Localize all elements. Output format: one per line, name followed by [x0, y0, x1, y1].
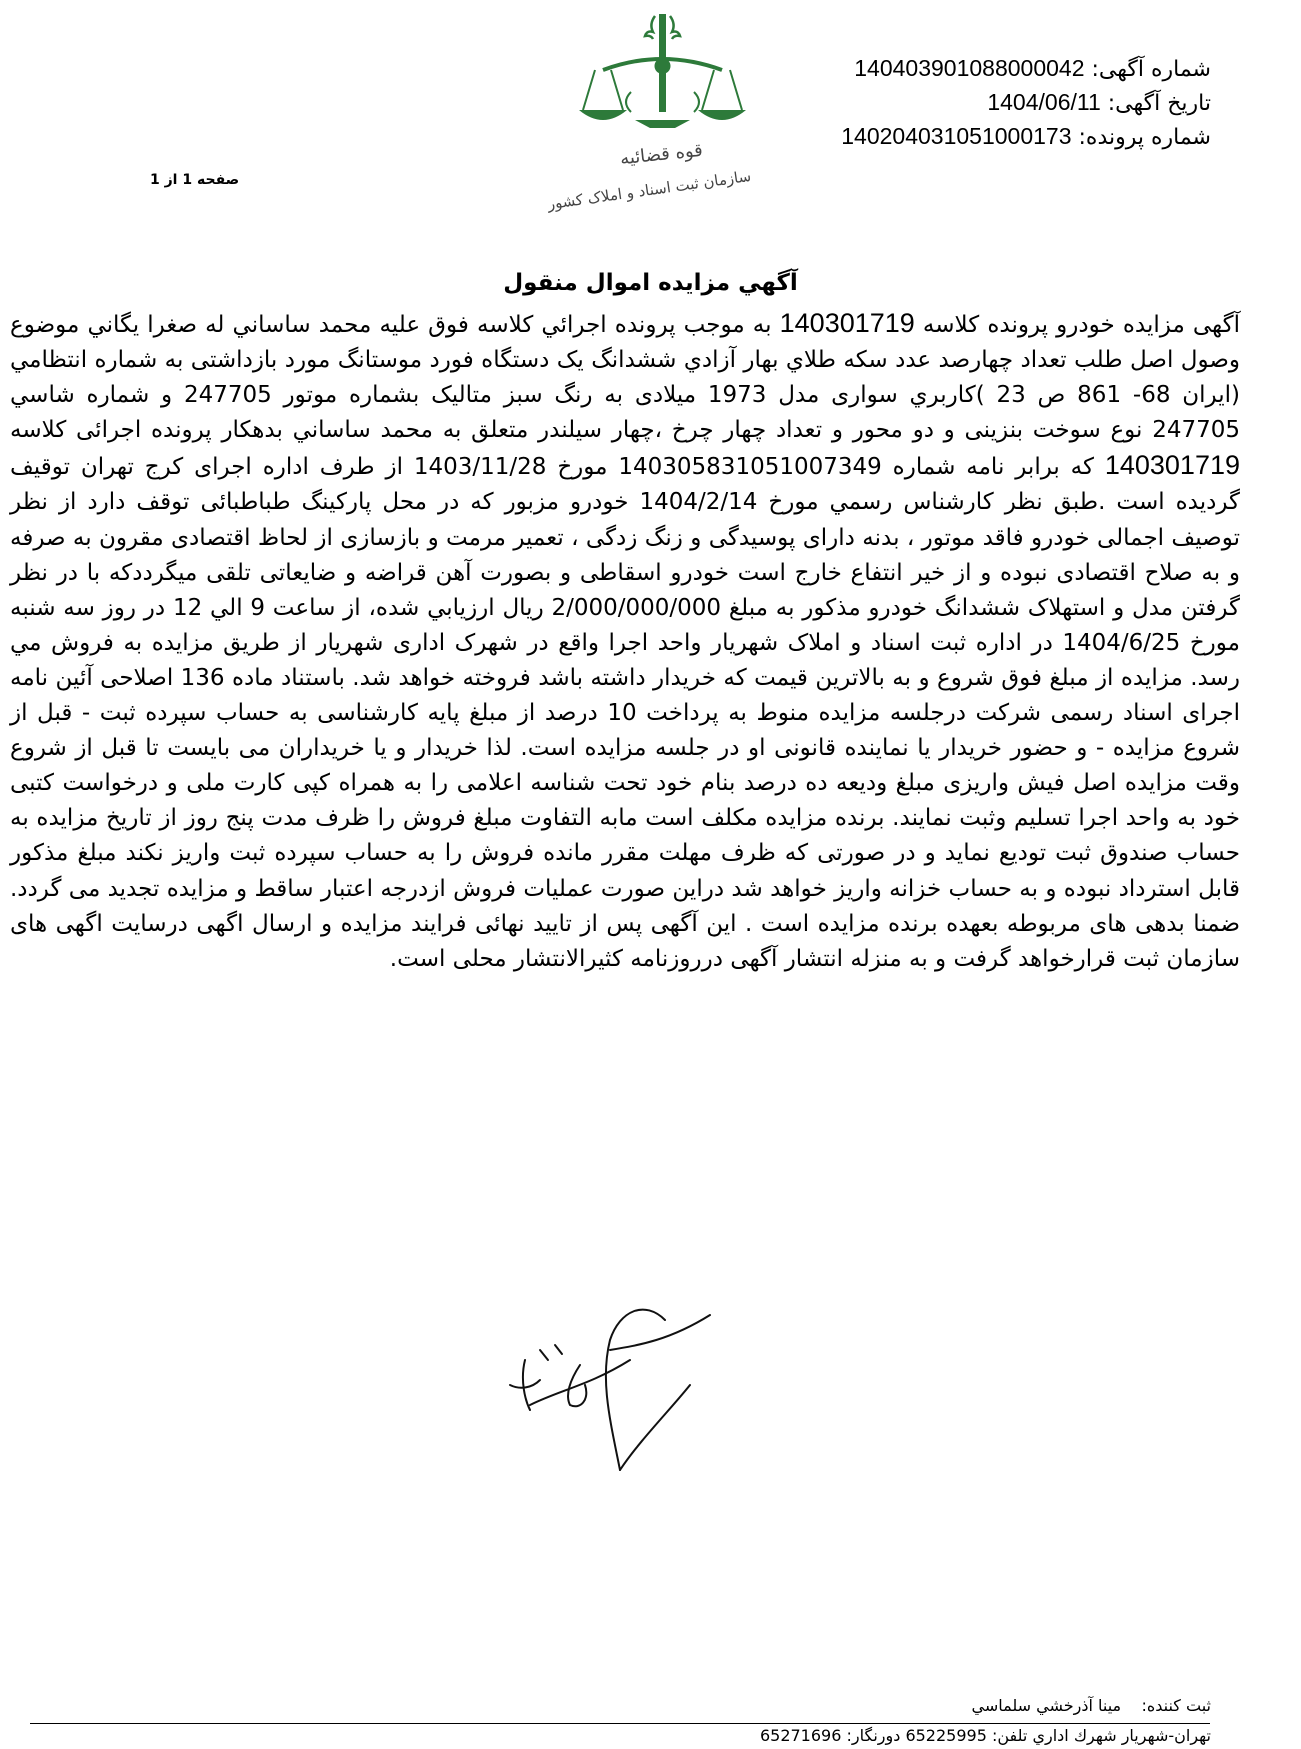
page-info: صفحه 1 از 1	[150, 172, 240, 188]
notice-number-label: شماره آگهی:	[1091, 57, 1211, 82]
registrar-line	[971, 1696, 1211, 1715]
case-number-row	[841, 120, 1211, 154]
emblem-caption-2: سازمان ثبت اسناد و املاک کشور	[546, 166, 753, 214]
address: تهران-شهريار شهرك اداري تلفن:	[991, 1726, 1211, 1745]
body-details: به موجب پرونده اجرائي كلاسه فوق عليه محمد ساساني له صغرا يگاني موضوع وصول اصل طلب تعداد چهارصد عدد سكه طلاي بهار آزادي ششدانگ یک دستگاه فورد موستانگ مورد بازداشتی به شماره انتظامي (ايران 68- 861 ص 23 )كاربري سواری مدل 1973 میلادی به رنگ سبز متالیک بشماره موتور 247705 و شماره شاسي 247705 نوع سوخت بنزینی و دو محور و تعداد چهار چرخ ،چهار سیلندر متعلق به محمد ساساني بدهكار پرونده اجرائی كلاسه	[10, 312, 1240, 444]
fax-label: دورنگار:	[846, 1726, 901, 1745]
notice-body	[10, 306, 1240, 977]
signature-text: آذرخش	[470, 1290, 474, 1291]
fax: 65271696	[759, 1726, 842, 1745]
address-line	[760, 1726, 1211, 1745]
notice-date-row	[841, 86, 1211, 120]
notice-number-row	[841, 52, 1211, 86]
registrar-name: مینا آذرخشي سلماسي	[971, 1696, 1122, 1715]
footer-divider	[30, 1723, 1210, 1724]
case-class-number: 140301719	[779, 308, 915, 338]
handwritten-signature	[470, 1290, 730, 1490]
notice-title: آگهي مزايده اموال منقول	[503, 270, 798, 296]
judiciary-emblem	[546, 10, 753, 220]
body-terms: که برابر نامه شماره 140305831051007349 مورخ 1403/11/28 از طرف اداره اجرای کرج تهران توقیف گردیده است .طبق نظر كارشناس رسمي مورخ 1404/2/14 خودرو مزبور که در محل پارکینگ طباطبائی توقف دارد از نظر توصیف اجمالی خودرو فاقد موتور ، بدنه دارای پوسیدگی و زنگ زدگی ، تعمیر مرمت و بازسازی از لحاظ اقتصادی مقرون به صرفه و به صلاح اقتصادی نبوده و از خیر انتفاع خارج است خودرو اسقاطی و بصورت آهن قراضه و ضایعاتی تلقی میگرددكه با در نظر گرفتن مدل و استهلاک ششدانگ خودرو مذكور به مبلغ 2/000/000/000 ريال ارزيابي شده، از ساعت 9 الي 12 در روز سه شنبه مورخ 1404/6/25 در اداره ثبت اسناد و املاک شهریار واحد اجرا واقع در شهرک اداری شهریار از طريق مزايده به فروش مي رسد. مزايده از مبلغ فوق شروع و به بالاترين قيمت كه خريدار داشته باشد فروخته خواهد شد. باستناد ماده 136 اصلاحی آئین نامه اجرای اسناد رسمی شرکت درجلسه مزایده منوط به پرداخت 10 درصد از مبلغ پایه کارشناسی به حساب سپرده ثبت - قبل از شروع مزایده - و حضور خریدار یا نماینده قانونی او در جلسه مزایده است. لذا خریدار و یا خریداران می بایست تا قبل از شروع وقت مزایده اصل فیش واریزی مبلغ ودیعه ده درصد بنام خود تحت شناسه اعلامی را به همراه کپی کارت ملی و درخواست کتبی خود به واحد اجرا تسلیم وثبت نمایند. برنده مزایده مکلف است مابه التفاوت مبلغ فروش را ظرف مدت پنج روز از تاریخ مزایده به حساب صندوق ثبت تودیع نماید و در صورتی که ظرف مهلت مقرر مانده فروش را به حساب سپرده ثبت واریز نکند مبلغ مذکور قابل استرداد نبوده و به حساب خزانه واریز خواهد شد دراین صورت عملیات فروش ازدرجه اعتبار ساقط و مزایده تجدید می گردد. ضمنا بدهی های مربوطه بعهده برنده مزایده است . این آگهی پس از تایید نهائی فرایند مزایده و ارسال اگهی درسایت اگهی های سازمان ثبت قرارخواهد گرفت و به منزله انتشار آگهی درروزنامه کثیرالانتشار محلی است.	[10, 454, 1241, 972]
emblem-caption-1: قوه قضائیه	[619, 139, 704, 170]
case-class-number-2: 140301719	[1104, 450, 1240, 481]
case-number-label: شماره پرونده:	[1078, 125, 1211, 150]
notice-date: 1404/06/11	[987, 89, 1101, 115]
notice-meta	[841, 52, 1211, 154]
notice-date-label: تاریخ آگهی:	[1107, 91, 1211, 116]
phone: 65225995	[905, 1726, 987, 1745]
registrar-label: ثبت کننده:	[1141, 1696, 1211, 1715]
case-number: 140204031051000173	[841, 123, 1072, 149]
body-intro: آگهی مزایده خودرو پرونده کلاسه	[914, 312, 1240, 338]
notice-number: 140403901088000042	[854, 55, 1085, 81]
